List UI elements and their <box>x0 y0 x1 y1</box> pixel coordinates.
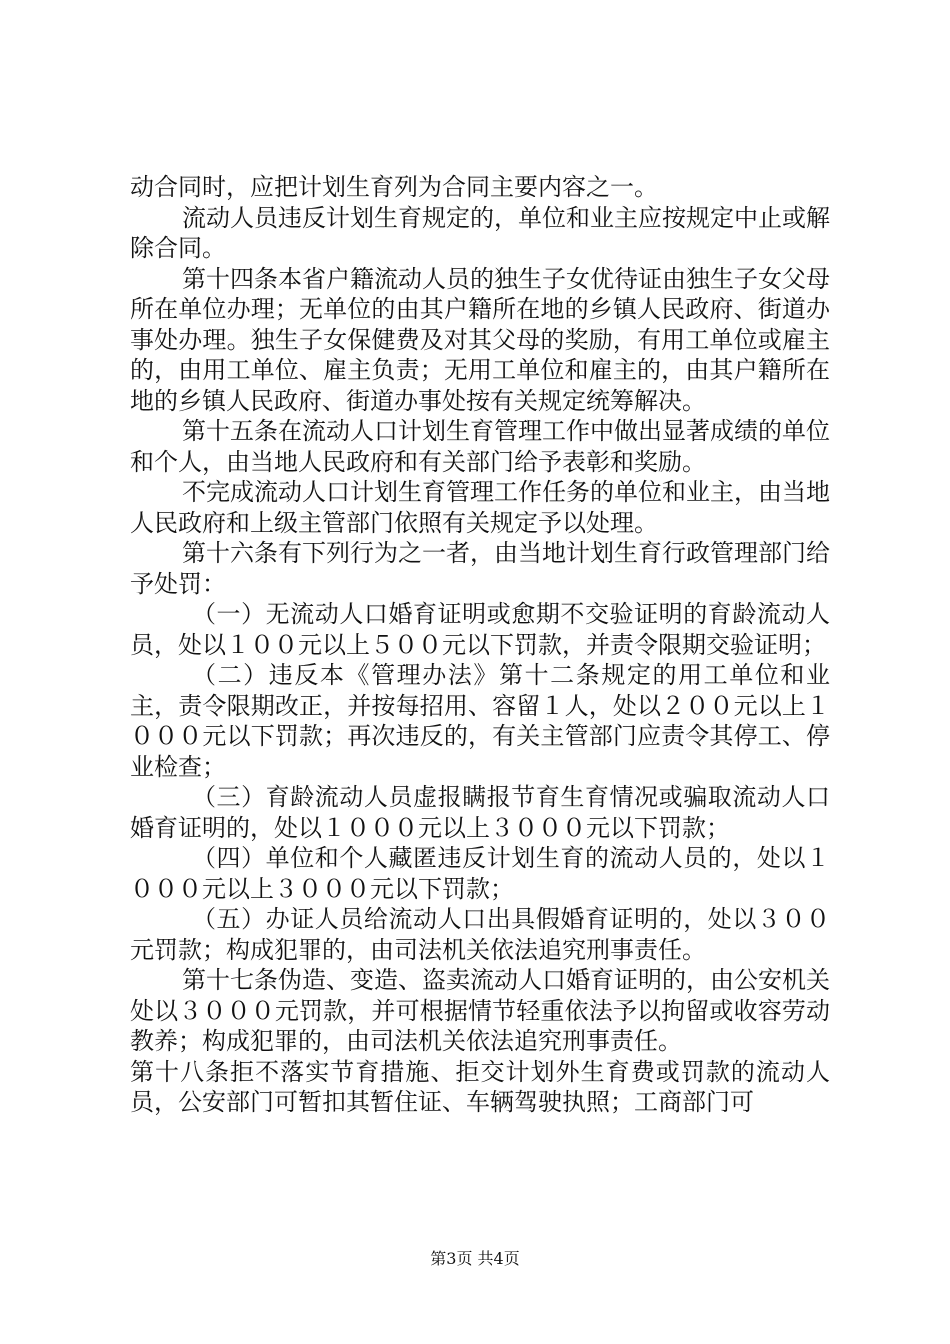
page-footer <box>0 1246 950 1269</box>
paragraph-article-16-item-4: （四）单位和个人藏匿违反计划生育的流动人员的，处以１０００元以上３０００元以下罚款； <box>130 844 830 903</box>
document-body <box>130 172 830 1118</box>
paragraph-contract-termination: 流动人员违反计划生育规定的，单位和业主应按规定中止或解除合同。 <box>130 203 830 262</box>
paragraph-article-16-item-1: （一）无流动人口婚育证明或愈期不交验证明的育龄流动人员，处以１００元以上５００元以下罚款，并责令限期交验证明； <box>130 600 830 659</box>
paragraph-article-16-item-3: （三）育龄流动人员虚报瞒报节育生育情况或骗取流动人口婚育证明的，处以１０００元以上３０００元以下罚款； <box>130 783 830 842</box>
paragraph-article-17: 第十七条伪造、变造、盗卖流动人口婚育证明的，由公安机关处以３０００元罚款，并可根据情节轻重依法予以拘留或收容劳动教养；构成犯罪的，由司法机关依法追究刑事责任。 <box>130 966 830 1055</box>
paragraph-article-18: 第十八条拒不落实节育措施、拒交计划外生育费或罚款的流动人员，公安部门可暂扣其暂住证、车辆驾驶执照；工商部门可 <box>130 1057 830 1116</box>
page-number: 第3页 共4页 <box>430 1249 520 1268</box>
paragraph-article-16-item-2: （二）违反本《管理办法》第十二条规定的用工单位和业主，责令限期改正，并按每招用、容留１人，处以２００元以上１０００元以下罚款；再次违反的，有关主管部门应责令其停工、停业检查； <box>130 661 830 781</box>
paragraph-continuation: 动合同时，应把计划生育列为合同主要内容之一。 <box>130 173 658 201</box>
paragraph-article-16-item-5: （五）办证人员给流动人口出具假婚育证明的，处以３００元罚款；构成犯罪的，由司法机关依法追究刑事责任。 <box>130 905 830 964</box>
paragraph-article-15-clause-2: 不完成流动人口计划生育管理工作任务的单位和业主，由当地人民政府和上级主管部门依照有关规定予以处理。 <box>130 478 830 537</box>
paragraph-article-14: 第十四条本省户籍流动人员的独生子女优待证由独生子女父母所在单位办理；无单位的由其户籍所在地的乡镇人民政府、街道办事处办理。独生子女保健费及对其父母的奖励，有用工单位或雇主的，由用工单位、雇主负责；无用工单位和雇主的，由其户籍所在地的乡镇人民政府、街道办事处按有关规定统筹解决。 <box>130 264 830 415</box>
paragraph-article-15: 第十五条在流动人口计划生育管理工作中做出显著成绩的单位和个人，由当地人民政府和有关部门给予表彰和奖励。 <box>130 417 830 476</box>
paragraph-article-16: 第十六条有下列行为之一者，由当地计划生育行政管理部门给予处罚： <box>130 539 830 598</box>
